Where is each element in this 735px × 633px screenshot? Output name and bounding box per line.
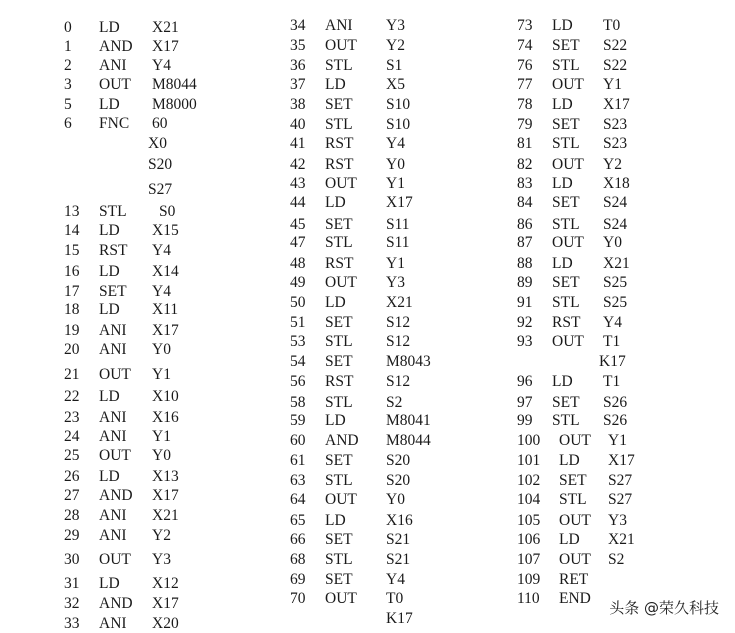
operand: S26: [603, 412, 628, 429]
operand: S27: [148, 181, 173, 198]
opcode: STL: [325, 551, 353, 568]
opcode: LD: [559, 452, 580, 469]
operand: X10: [152, 388, 179, 405]
operand: Y1: [386, 255, 405, 272]
operand: X20: [152, 615, 179, 632]
step-number: 77: [517, 76, 533, 93]
opcode: LD: [325, 76, 346, 93]
opcode: RST: [325, 373, 354, 390]
step-number: 87: [517, 234, 533, 251]
opcode: ANI: [99, 341, 127, 358]
opcode: LD: [552, 255, 573, 272]
operand: Y0: [386, 156, 405, 173]
operand: X21: [152, 19, 179, 36]
operand: Y0: [603, 234, 622, 251]
opcode: SET: [325, 314, 353, 331]
opcode: SET: [552, 394, 580, 411]
opcode: OUT: [99, 366, 131, 383]
operand: Y1: [152, 366, 171, 383]
opcode: OUT: [552, 156, 584, 173]
operand: X16: [152, 409, 179, 426]
opcode: LD: [325, 194, 346, 211]
opcode: SET: [559, 472, 587, 489]
step-number: 89: [517, 274, 533, 291]
step-number: 30: [64, 551, 80, 568]
step-number: 81: [517, 135, 533, 152]
opcode: OUT: [552, 76, 584, 93]
step-number: 3: [64, 76, 72, 93]
step-number: 107: [517, 551, 541, 568]
opcode: RST: [325, 156, 354, 173]
operand: Y2: [386, 37, 405, 54]
operand: Y4: [603, 314, 622, 331]
step-number: 13: [64, 203, 80, 220]
step-number: 6: [64, 115, 72, 132]
step-number: 70: [290, 590, 306, 607]
operand: X16: [386, 512, 413, 529]
opcode: OUT: [99, 551, 131, 568]
step-number: 56: [290, 373, 306, 390]
operand: S23: [603, 135, 628, 152]
step-number: 5: [64, 96, 72, 113]
opcode: LD: [99, 96, 120, 113]
step-number: 82: [517, 156, 533, 173]
step-number: 68: [290, 551, 306, 568]
operand: X12: [152, 575, 179, 592]
opcode: ANI: [99, 409, 127, 426]
opcode: OUT: [325, 37, 357, 54]
opcode: ANI: [99, 527, 127, 544]
opcode: OUT: [99, 76, 131, 93]
opcode: RST: [325, 255, 354, 272]
step-number: 59: [290, 412, 306, 429]
opcode: LD: [559, 531, 580, 548]
step-number: 19: [64, 322, 80, 339]
step-number: 38: [290, 96, 306, 113]
operand: Y0: [152, 341, 171, 358]
operand: X21: [608, 531, 635, 548]
operand: Y1: [608, 432, 627, 449]
operand: S23: [603, 116, 628, 133]
step-number: 23: [64, 409, 80, 426]
operand: S22: [603, 37, 628, 54]
opcode: STL: [99, 203, 127, 220]
step-number: 36: [290, 57, 306, 74]
opcode: ANI: [99, 57, 127, 74]
step-number: 78: [517, 96, 533, 113]
opcode: LD: [99, 388, 120, 405]
step-number: 60: [290, 432, 306, 449]
step-number: 106: [517, 531, 541, 548]
opcode: STL: [325, 116, 353, 133]
operand: T0: [603, 17, 621, 34]
opcode: RET: [559, 571, 589, 588]
operand: Y4: [152, 57, 171, 74]
step-number: 34: [290, 17, 306, 34]
operand: S25: [603, 274, 628, 291]
operand: Y1: [152, 428, 171, 445]
operand: M8043: [386, 353, 431, 370]
step-number: 17: [64, 283, 80, 300]
step-number: 0: [64, 19, 72, 36]
opcode: ANI: [99, 615, 127, 632]
opcode: STL: [559, 491, 587, 508]
opcode: OUT: [99, 447, 131, 464]
step-number: 64: [290, 491, 306, 508]
operand: S12: [386, 314, 411, 331]
step-number: 86: [517, 216, 533, 233]
step-number: 29: [64, 527, 80, 544]
operand: Y1: [603, 76, 622, 93]
operand: S11: [386, 216, 410, 233]
operand: S27: [608, 491, 633, 508]
operand: Y3: [386, 274, 405, 291]
opcode: OUT: [325, 175, 357, 192]
operand: X17: [152, 595, 179, 612]
step-number: 48: [290, 255, 306, 272]
step-number: 101: [517, 452, 541, 469]
operand: Y2: [603, 156, 622, 173]
step-number: 25: [64, 447, 80, 464]
step-number: 105: [517, 512, 541, 529]
step-number: 109: [517, 571, 541, 588]
opcode: RST: [325, 135, 354, 152]
operand: Y4: [386, 135, 405, 152]
listing-column-1: [64, 0, 294, 632]
opcode: ANI: [99, 507, 127, 524]
operand: S27: [608, 472, 633, 489]
step-number: 31: [64, 575, 80, 592]
step-number: 53: [290, 333, 306, 350]
step-number: 45: [290, 216, 306, 233]
step-number: 79: [517, 116, 533, 133]
opcode: SET: [325, 216, 353, 233]
opcode: SET: [552, 274, 580, 291]
step-number: 20: [64, 341, 80, 358]
operand: X21: [152, 507, 179, 524]
operand: M8044: [386, 432, 431, 449]
opcode: LD: [325, 294, 346, 311]
opcode: LD: [325, 512, 346, 529]
opcode: ANI: [99, 322, 127, 339]
opcode: SET: [552, 116, 580, 133]
operand: S12: [386, 333, 411, 350]
operand: X17: [152, 38, 179, 55]
step-number: 41: [290, 135, 306, 152]
step-number: 44: [290, 194, 306, 211]
operand: X14: [152, 263, 179, 280]
operand: X21: [386, 294, 413, 311]
step-number: 96: [517, 373, 533, 390]
operand: X5: [386, 76, 405, 93]
opcode: STL: [325, 333, 353, 350]
step-number: 50: [290, 294, 306, 311]
operand: Y0: [152, 447, 171, 464]
operand: S24: [603, 194, 628, 211]
step-number: 73: [517, 17, 533, 34]
operand: S25: [603, 294, 628, 311]
step-number: 16: [64, 263, 80, 280]
step-number: 35: [290, 37, 306, 54]
opcode: RST: [99, 242, 128, 259]
operand: Y1: [386, 175, 405, 192]
step-number: 49: [290, 274, 306, 291]
step-number: 18: [64, 301, 80, 318]
step-number: 47: [290, 234, 306, 251]
opcode: LD: [552, 373, 573, 390]
opcode: SET: [552, 194, 580, 211]
operand: Y0: [386, 491, 405, 508]
operand: Y4: [152, 283, 171, 300]
operand: S21: [386, 531, 411, 548]
opcode: OUT: [552, 234, 584, 251]
operand: S24: [603, 216, 628, 233]
operand: M8041: [386, 412, 431, 429]
opcode: FNC: [99, 115, 130, 132]
operand: Y4: [152, 242, 171, 259]
operand: X17: [152, 322, 179, 339]
operand: S22: [603, 57, 628, 74]
step-number: 100: [517, 432, 541, 449]
step-number: 91: [517, 294, 533, 311]
opcode: OUT: [552, 333, 584, 350]
step-number: 63: [290, 472, 306, 489]
operand: 60: [152, 115, 168, 132]
operand: S2: [608, 551, 625, 568]
opcode: LD: [552, 175, 573, 192]
step-number: 97: [517, 394, 533, 411]
step-number: 32: [64, 595, 80, 612]
opcode: SET: [552, 37, 580, 54]
opcode: RST: [552, 314, 581, 331]
opcode: STL: [552, 216, 580, 233]
operand: Y3: [608, 512, 627, 529]
step-number: 27: [64, 487, 80, 504]
step-number: 84: [517, 194, 533, 211]
operand: K17: [386, 610, 413, 627]
opcode: AND: [325, 432, 359, 449]
step-number: 54: [290, 353, 306, 370]
operand: S26: [603, 394, 628, 411]
step-number: 66: [290, 531, 306, 548]
opcode: STL: [325, 394, 353, 411]
operand: X18: [603, 175, 630, 192]
listing-column-2: [290, 0, 520, 632]
operand: M8044: [152, 76, 197, 93]
opcode: STL: [325, 472, 353, 489]
opcode: OUT: [559, 551, 591, 568]
opcode: STL: [325, 234, 353, 251]
opcode: OUT: [559, 512, 591, 529]
step-number: 2: [64, 57, 72, 74]
operand: T0: [386, 590, 404, 607]
step-number: 33: [64, 615, 80, 632]
opcode: LD: [99, 263, 120, 280]
watermark: 头条 @荣久科技: [609, 599, 719, 617]
step-number: 43: [290, 175, 306, 192]
opcode: AND: [99, 595, 133, 612]
opcode: LD: [99, 19, 120, 36]
opcode: LD: [99, 468, 120, 485]
operand: S20: [386, 452, 411, 469]
operand: S20: [148, 156, 173, 173]
step-number: 1: [64, 38, 72, 55]
opcode: SET: [325, 452, 353, 469]
operand: X21: [603, 255, 630, 272]
opcode: STL: [325, 57, 353, 74]
operand: X17: [608, 452, 635, 469]
step-number: 51: [290, 314, 306, 331]
opcode: SET: [325, 571, 353, 588]
step-number: 28: [64, 507, 80, 524]
step-number: 110: [517, 590, 540, 607]
opcode: LD: [99, 575, 120, 592]
operand: X11: [152, 301, 179, 318]
operand: Y3: [152, 551, 171, 568]
step-number: 22: [64, 388, 80, 405]
opcode: OUT: [325, 491, 357, 508]
step-number: 69: [290, 571, 306, 588]
step-number: 93: [517, 333, 533, 350]
step-number: 58: [290, 394, 306, 411]
opcode: OUT: [325, 590, 357, 607]
step-number: 92: [517, 314, 533, 331]
operand: T1: [603, 373, 621, 390]
opcode: STL: [552, 412, 580, 429]
step-number: 83: [517, 175, 533, 192]
opcode: END: [559, 590, 591, 607]
operand: Y4: [386, 571, 405, 588]
operand: X17: [152, 487, 179, 504]
opcode: LD: [99, 301, 120, 318]
opcode: SET: [325, 96, 353, 113]
opcode: LD: [552, 96, 573, 113]
step-number: 76: [517, 57, 533, 74]
operand: S10: [386, 96, 411, 113]
operand: Y2: [152, 527, 171, 544]
step-number: 26: [64, 468, 80, 485]
step-number: 65: [290, 512, 306, 529]
opcode: SET: [325, 353, 353, 370]
opcode: AND: [99, 487, 133, 504]
opcode: SET: [325, 531, 353, 548]
step-number: 104: [517, 491, 541, 508]
step-number: 24: [64, 428, 80, 445]
operand: Y3: [386, 17, 405, 34]
operand: T1: [603, 333, 621, 350]
opcode: AND: [99, 38, 133, 55]
opcode: STL: [552, 135, 580, 152]
operand: S2: [386, 394, 403, 411]
opcode: LD: [325, 412, 346, 429]
step-number: 42: [290, 156, 306, 173]
operand: S21: [386, 551, 411, 568]
step-number: 37: [290, 76, 306, 93]
opcode: LD: [99, 222, 120, 239]
step-number: 40: [290, 116, 306, 133]
operand: X13: [152, 468, 179, 485]
operand: X17: [603, 96, 630, 113]
operand: S20: [386, 472, 411, 489]
listing-column-3: [517, 0, 735, 632]
operand: X0: [148, 135, 167, 152]
opcode: ANI: [99, 428, 127, 445]
operand: S10: [386, 116, 411, 133]
opcode: STL: [552, 57, 580, 74]
operand: S12: [386, 373, 411, 390]
opcode: SET: [99, 283, 127, 300]
step-number: 14: [64, 222, 80, 239]
opcode: STL: [552, 294, 580, 311]
step-number: 88: [517, 255, 533, 272]
step-number: 21: [64, 366, 80, 383]
opcode: ANI: [325, 17, 353, 34]
step-number: 15: [64, 242, 80, 259]
operand: M8000: [152, 96, 197, 113]
opcode: LD: [552, 17, 573, 34]
operand: X17: [386, 194, 413, 211]
step-number: 99: [517, 412, 533, 429]
step-number: 61: [290, 452, 306, 469]
operand: S11: [386, 234, 410, 251]
operand: K17: [599, 353, 626, 370]
operand: S0: [159, 203, 176, 220]
opcode: OUT: [559, 432, 591, 449]
operand: X15: [152, 222, 179, 239]
step-number: 74: [517, 37, 533, 54]
step-number: 102: [517, 472, 541, 489]
opcode: OUT: [325, 274, 357, 291]
operand: S1: [386, 57, 403, 74]
